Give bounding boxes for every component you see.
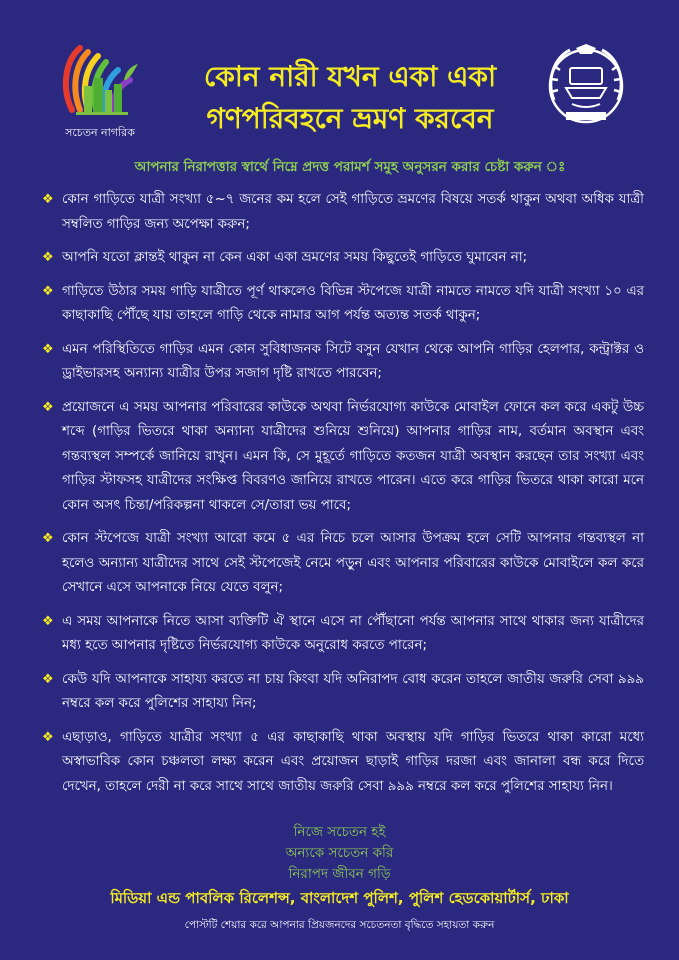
police-emblem-icon bbox=[540, 40, 632, 132]
footer-share-note: পোস্টটি শেয়ার করে আপনার প্রিয়জনদের সচেতনতা বৃদ্ধিতে সহায়তা করুন bbox=[184, 919, 495, 931]
diamond-bullet-icon: ❖ bbox=[42, 341, 54, 357]
diamond-bullet-icon: ❖ bbox=[42, 250, 54, 265]
footer-organization: মিডিয়া এন্ড পাবলিক রিলেশন্স, বাংলাদেশ পুলিশ, পুলিশ হেডকোয়ার্টার্স, ঢাকা bbox=[110, 889, 569, 907]
list-item: ❖ এছাড়াও, গাড়িতে যাত্রীর সংখ্যা ৫ এর কাছাকাছি থাকা অবস্থায় যদি গাড়ির ভিতরে থাকা কারো মধ্যে অস্বাভাবিক কোন চঞ্চলতা লক্ষ্য করেন এবং প্রয়োজন ছাড়াই গাড়ির দরজা এবং জানালা বন্ধ করে দিতে দেখেন, তাহলে দেরী না করে সাথে সাথে জাতীয় জরুরি সেবা ৯৯৯ নম্বরে কল করে পুলিশের সাহায্য নিন। bbox=[42, 726, 644, 800]
rainbow-city-logo-icon bbox=[58, 40, 142, 122]
slogans bbox=[0, 822, 679, 885]
list-item: ❖ আপনি যতো ক্লান্তই থাকুন না কেন একা একা ভ্রমণের সময় কিছুতেই গাড়িতে ঘুমাবেন না; bbox=[42, 246, 644, 271]
title-line-1: কোন নারী যখন একা একা bbox=[203, 60, 497, 93]
list-item: ❖ কেউ যদি আপনাকে সাহায্য করতে না চায় কিংবা যদি অনিরাপদ বোধ করেন তাহলে জাতীয় জরুরি সেবা ৯৯৯ নম্বরে কল করে পুলিশের সাহায্য নিন; bbox=[42, 668, 644, 717]
list-item: ❖ কোন স্টপেজে যাত্রী সংখ্যা আরো কমে ৫ এর নিচে চলে আসার উপক্রম হলে সেটি আপনার গন্তব্যস্থল না হলেও অন্যান্য যাত্রীদের সাথে সেই স্টপেজেই নেমে পড়ুন এবং আপনার পরিবারের কাউকে মোবাইলে কল করে সেখানে এসে আপনাকে নিয়ে যেতে বলুন; bbox=[42, 527, 644, 601]
diamond-bullet-icon: ❖ bbox=[42, 192, 54, 207]
list-item: ❖ এ সময় আপনাকে নিতে আসা ব্যক্তিটি ঐ স্থানে এসে না পৌঁছানো পর্যন্ত আপনার সাথে থাকার জন্য যাত্রীদের মধ্য হতে আপনার দৃষ্টিতে নির্ভরযোগ্য কাউকে অনুরোধ করতে পারেন; bbox=[42, 610, 644, 659]
title-line-2: গণপরিবহনে ভ্রমণ করবেন bbox=[206, 102, 494, 135]
diamond-bullet-icon: ❖ bbox=[42, 671, 54, 687]
list-item: ❖ গাড়িতে উঠার সময় গাড়ি যাত্রীতে পূর্ণ থাকলেও বিভিন্ন স্টপেজে যাত্রী নামতে নামতে যদি যাত্রী সংখ্যা ১০ এর কাছাকাছি পৌঁছে যায় তাহলে গাড়ি থেকে নামার আগ পর্যন্ত অত্যন্ত সতর্ক থাকুন; bbox=[42, 280, 644, 329]
logo-caption: সচেতন নাগরিক bbox=[65, 126, 135, 139]
slogan-line: অন্যকে সচেতন করি bbox=[285, 845, 394, 861]
advice-list bbox=[42, 188, 644, 808]
slogan-line: নিজে সচেতন হই bbox=[293, 824, 386, 840]
list-item: ❖ প্রয়োজনে এ সময় আপনার পরিবারের কাউকে অথবা নির্ভরযোগ্য কাউকে মোবাইল ফোনে কল করে একটু উচ্চ শব্দে (গাড়ির ভিতরে থাকা অন্যান্য যাত্রীদের শুনিয়ে শুনিয়ে) আপনার গাড়ির নাম, বর্তমান অবস্থান এবং গন্তব্যস্থল সম্পর্কে জানিয়ে রাখুন। এমন কি, সে মুহূর্তে গাড়িতে কতজন যাত্রী অবস্থান করছেন তার সংখ্যা এবং গাড়ির স্টাফসহ যাত্রীদের সংক্ষিপ্ত বিবরণও জানিয়ে রাখতে পারেন। এতে করে গাড়ির ভিতরে থাকা কারো মনে কোন অসৎ চিন্তা/পরিকল্পনা থাকলে সে/তারা ভয় পাবে; bbox=[42, 396, 644, 519]
citizen-logo bbox=[50, 40, 150, 140]
diamond-bullet-icon: ❖ bbox=[42, 531, 54, 546]
slogan-line: নিরাপদ জীবন গড়ি bbox=[288, 866, 391, 882]
police-emblem bbox=[540, 40, 632, 132]
advice-intro: আপনার নিরাপত্তার স্বার্থে নিম্নে প্রদত্ত পরামর্শ সমুহ অনুসরন করার চেষ্টা করুন ঃ bbox=[134, 159, 566, 175]
list-item: ❖ এমন পরিস্থিতিতে গাড়ির এমন কোন সুবিধাজনক সিটে বসুন যেখান থেকে আপনি গাড়ির হেলপার, কন্ট্রাক্টর ও ড্রাইভারসহ অন্যান্য যাত্রীর উপর সজাগ দৃষ্টি রাখতে পারবেন; bbox=[42, 338, 644, 387]
diamond-bullet-icon: ❖ bbox=[42, 399, 54, 415]
list-item: ❖ কোন গাড়িতে যাত্রী সংখ্যা ৫~৭ জনের কম হলে সেই গাড়িতে ভ্রমণের বিষয়ে সতর্ক থাকুন অথবা অধিক যাত্রী সম্বলিত গাড়ির জন্য অপেক্ষা করুন; bbox=[42, 188, 644, 237]
page-title bbox=[160, 56, 540, 140]
diamond-bullet-icon: ❖ bbox=[42, 283, 54, 299]
diamond-bullet-icon: ❖ bbox=[42, 613, 54, 629]
diamond-bullet-icon: ❖ bbox=[42, 729, 54, 745]
